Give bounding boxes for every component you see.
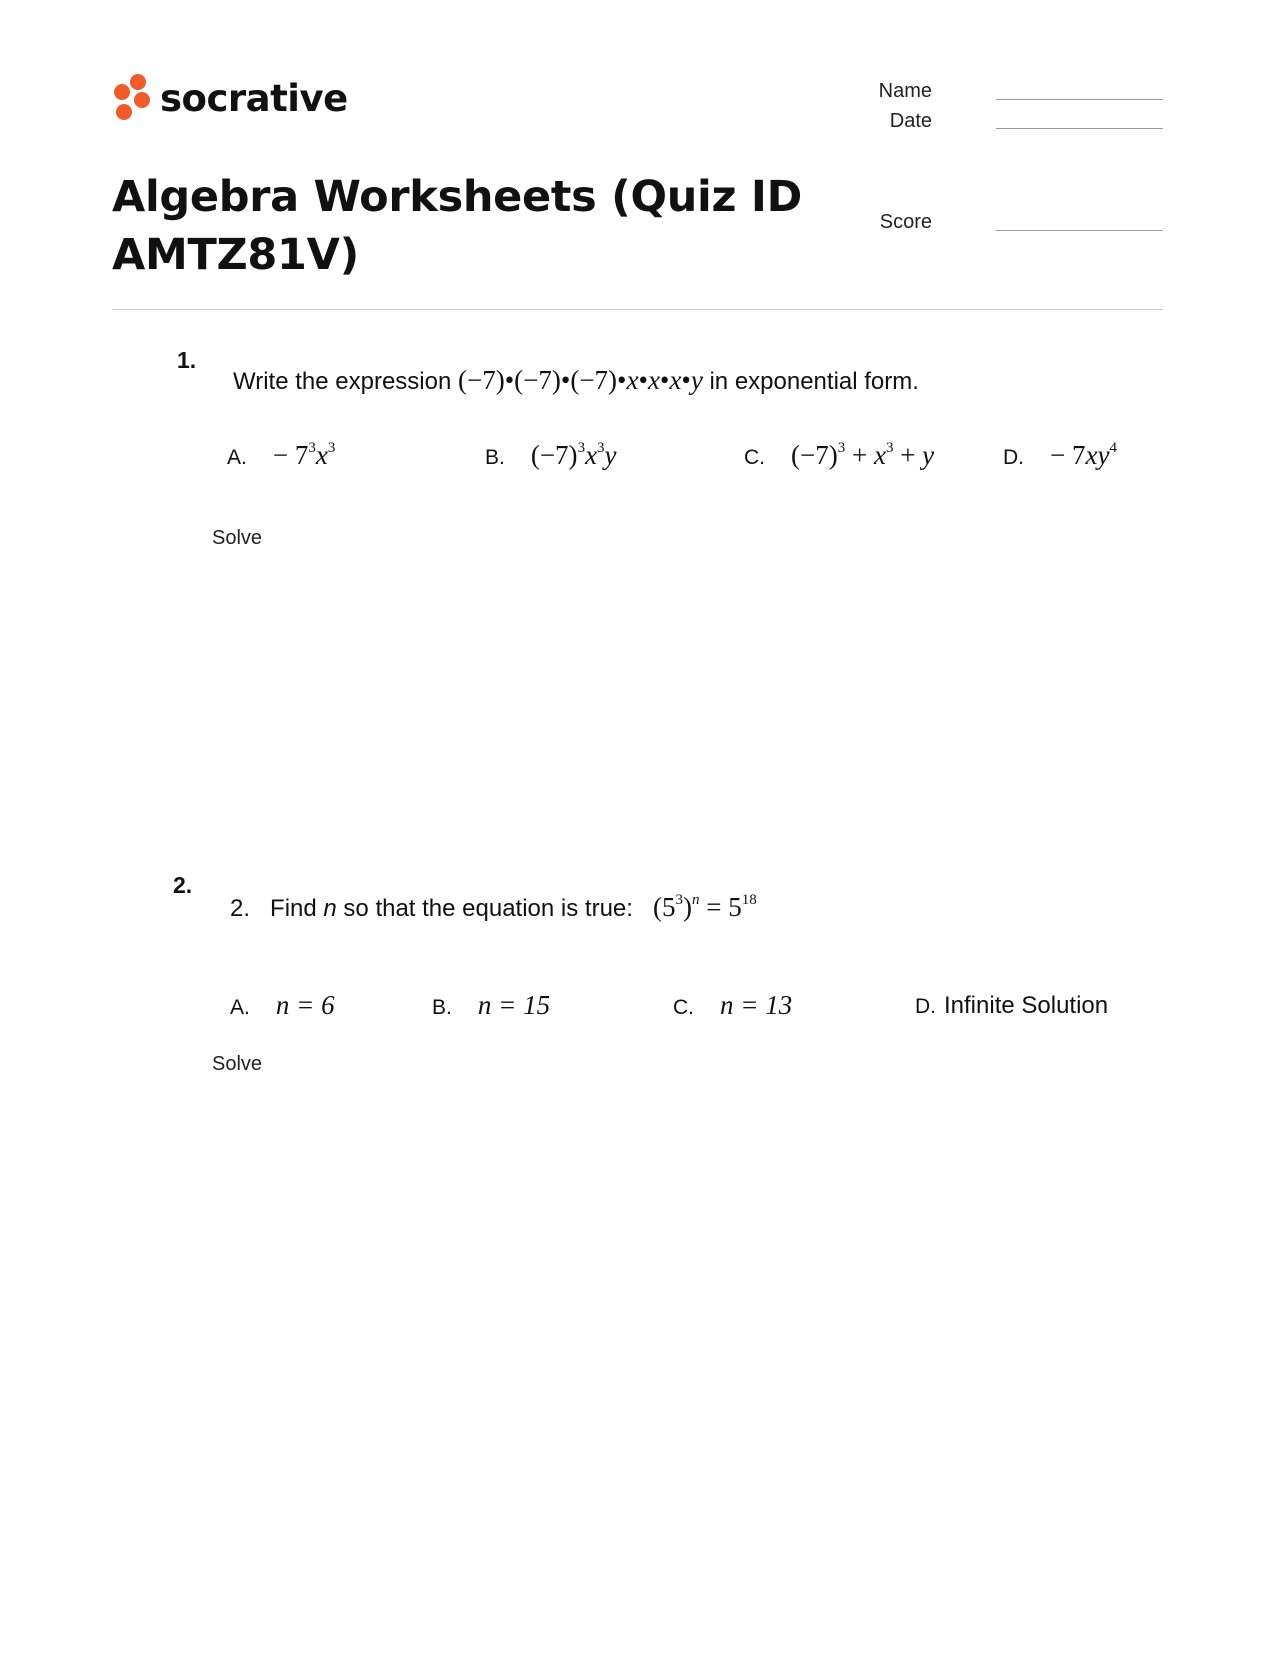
socrative-logo bbox=[112, 72, 348, 124]
question-2-option-b[interactable]: B. n = 15 bbox=[432, 990, 551, 1020]
option-c-expression: $(-7)^3 + x^3 + y$ bbox=[791, 440, 935, 470]
question-2-work-area[interactable] bbox=[212, 1090, 1162, 1490]
question-2-solve-label: Solve bbox=[212, 1053, 263, 1075]
stem-text: Write the expression bbox=[233, 368, 452, 395]
question-1-number: 1. bbox=[177, 347, 197, 373]
stem-variable: n bbox=[323, 895, 337, 922]
date-line[interactable] bbox=[996, 128, 1163, 129]
hexagon-logo-icon bbox=[112, 73, 152, 123]
brand-name: socrative bbox=[160, 76, 348, 120]
stem-suffix: in exponential form. bbox=[709, 368, 919, 395]
question-1-option-a[interactable]: A. − $7^3x^3$ bbox=[227, 440, 336, 470]
stem-equation: $(5^3)^n = 5^{18}$ bbox=[652, 892, 757, 922]
question-1-option-b[interactable]: B. $(-7)^3x^3y$ bbox=[485, 440, 617, 470]
question-1-option-c[interactable]: C. $(-7)^3 + x^3 + y$ bbox=[744, 440, 935, 470]
question-2-option-d[interactable]: D. Infinite Solution bbox=[915, 992, 1109, 1019]
question-2-option-a[interactable]: A. n = 6 bbox=[230, 990, 335, 1020]
option-d-expression: − $7xy^4$ bbox=[1050, 440, 1117, 470]
score-line[interactable] bbox=[996, 230, 1163, 231]
question-1-stem bbox=[233, 365, 919, 396]
option-b-expression: $(-7)^3x^3y$ bbox=[530, 440, 617, 470]
question-1-solve-label: Solve bbox=[212, 527, 263, 549]
option-a-expression: − $7^3x^3$ bbox=[272, 440, 336, 470]
stem-post: so that the equation is true: bbox=[343, 895, 633, 922]
question-2-option-c[interactable]: C. n = 13 bbox=[673, 990, 793, 1020]
stem-inner-number: 2. bbox=[230, 895, 251, 922]
stem-pre: Find bbox=[270, 895, 317, 922]
page-title: Algebra Worksheets (Quiz ID AMTZ81V) bbox=[112, 172, 802, 280]
date-label: Date bbox=[889, 110, 932, 132]
question-2-number: 2. bbox=[173, 872, 193, 898]
name-label: Name bbox=[878, 80, 932, 102]
stem-expression: (−7)•(−7)•(−7)•x•x•x•y bbox=[458, 365, 703, 395]
question-1-option-d[interactable]: D. − $7xy^4$ bbox=[1003, 440, 1117, 470]
score-label: Score bbox=[879, 211, 932, 233]
question-1-work-area[interactable] bbox=[212, 560, 1162, 830]
question-2-stem bbox=[230, 892, 757, 923]
header-divider bbox=[112, 309, 1163, 310]
name-line[interactable] bbox=[996, 99, 1163, 100]
